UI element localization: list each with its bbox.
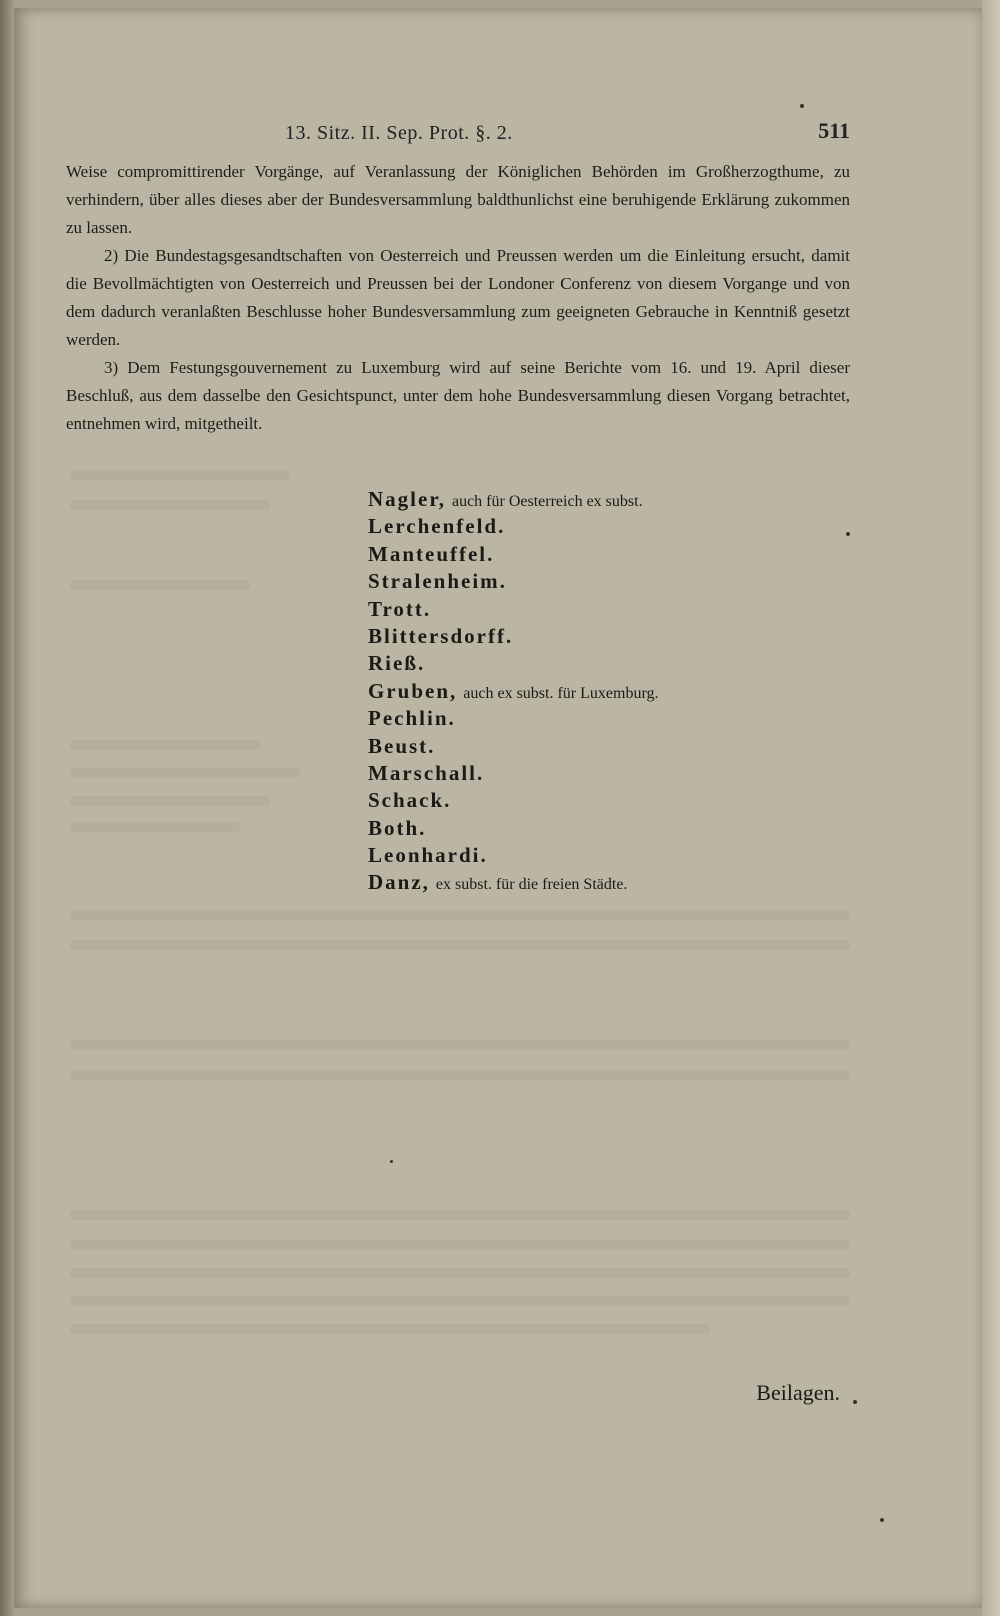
body-text [66,158,850,438]
signature-line [368,596,658,623]
signature-line [368,650,658,677]
signature-list [368,486,658,897]
signature-line [368,568,658,595]
ink-speck [846,532,850,536]
signature-line [368,815,658,842]
signature-line [368,842,658,869]
signatory-name: Blittersdorff. [368,623,514,648]
signature-line [368,678,658,705]
signatory-name: Gruben, [368,678,458,703]
signatory-name: Both. [368,815,427,840]
ink-speck [880,1518,884,1522]
signatory-name: Schack. [368,788,452,813]
signature-line [368,541,658,568]
signature-line [368,760,658,787]
paragraph: Weise compromittirender Vorgänge, auf Veranlassung der Königlichen Behörden im Großherzogthume, zu verhindern, über alles dieses aber der Bundesversammlung baldthunlichst eine beruhigende Erklärung zukommen zu lassen. [66,162,850,237]
catchword: Beilagen. [756,1380,840,1405]
signatory-name: Lerchenfeld. [368,514,506,539]
ink-speck [800,104,804,108]
signature-line [368,733,658,760]
page-right-edge [982,0,1000,1616]
signature-line [368,869,658,896]
signature-line [368,623,658,650]
signature-line [368,486,658,513]
book-binding-edge [0,0,14,1616]
ink-speck [853,1400,857,1404]
signatory-note: auch für Oesterreich ex subst. [451,493,643,510]
signatory-name: Beust. [368,733,436,758]
signatory-name: Marschall. [368,760,485,785]
ink-speck [390,1160,393,1163]
signatory-name: Danz, [368,870,430,895]
signature-line [368,705,658,732]
signature-line [368,513,658,540]
paragraph: 3) Dem Festungsgouvernement zu Luxemburg wird auf seine Berichte vom 16. und 19. April dieser Beschluß, aus dem dasselbe den Gesichtspunct, unter dem hohe Bundesversammlung diesen Vorgang betrachtet, entnehmen wird, mitgetheilt. [66,358,850,433]
signature-line [368,787,658,814]
page-number: 511 [818,118,850,143]
signatory-name: Pechlin. [368,706,456,731]
signatory-name: Nagler, [368,487,446,511]
running-title: 13. Sitz. II. Sep. Prot. §. 2. [285,122,513,144]
signatory-name: Trott. [368,596,432,621]
signatory-note: ex subst. für die freien Städte. [435,876,628,894]
signatory-name: Stralenheim. [368,569,507,594]
signatory-name: Manteuffel. [368,541,495,566]
paragraph: 2) Die Bundestagsgesandtschaften von Oesterreich und Preussen werden um die Einleitung ersucht, damit die Bevollmächtigten von Oesterreich und Preussen bei der Londoner Conferenz von diesem Vorgange und von dem dadurch veranlaßten Beschlusse hoher Bundesversammlung zum geeigneten Gebrauche in Kenntniß gesetzt werden. [66,246,850,349]
signatory-note: auch ex subst. für Luxemburg. [463,684,659,702]
signatory-name: Leonhardi. [368,843,488,868]
signatory-name: Rieß. [368,651,426,676]
page-header [145,118,850,148]
